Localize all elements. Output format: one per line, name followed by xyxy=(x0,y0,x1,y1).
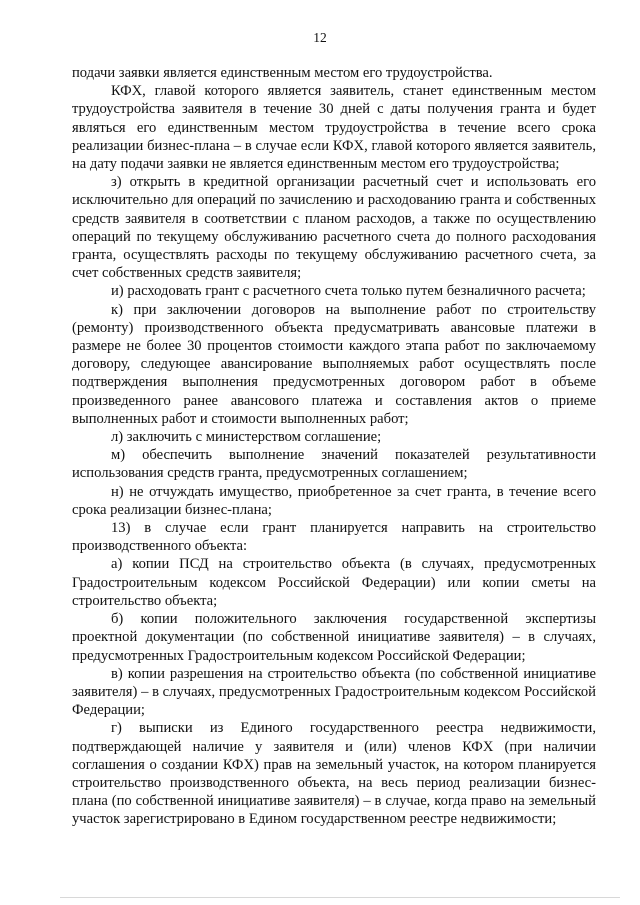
paragraph-sub-g-registry: г) выписки из Единого государственного реестра недвижимости, подтверждающей наличие у заявителя и (или) членов КФХ (при наличии соглашения о создании КФХ) прав на земельный участок, на котором планируется строительство производственного объекта, на весь период реализации бизнес-плана (по собственной инициативе заявителя) – в случае, когда право на земельный участок зарегистрировано в Едином государственном реестре недвижимости; xyxy=(72,720,596,828)
paragraph-item-k-contracts: к) при заключении договоров на выполнение работ по строительству (ремонту) производственного объекта предусматривать авансовые платежи в размере не более 30 процентов стоимости каждого этапа работ по заключаемому договору, следующее авансирование выполняемых работ осуществлять после подтверждения выполнения предусмотренных договором работ в объеме произведенного ранее авансового платежа и составления актов о приеме выполненных работ и стоимости выполненных работ; xyxy=(72,301,596,427)
paragraph-sub-b-expertise: б) копии положительного заключения государственной экспертизы проектной документации (по собственной инициативе заявителя) – в случаях, предусмотренных Градостроительным кодексом Российской Федерации; xyxy=(72,611,596,664)
paragraph-kfh-employment: КФХ, главой которого является заявитель, станет единственным местом трудоустройства заявителя в течение 30 дней с даты получения гранта и будет являться его единственным местом трудоустройства в течение всего срока реализации бизнес-плана – в случае если КФХ, главой которого является заявитель, на дату подачи заявки не является единственным местом его трудоустройства; xyxy=(72,83,596,173)
paragraph-item-l-agreement: л) заключить с министерством соглашение; xyxy=(111,429,382,446)
paragraph-item-i-cashless: и) расходовать грант с расчетного счета только путем безналичного расчета; xyxy=(111,283,586,300)
paragraph-item-n-property: н) не отчуждать имущество, приобретенное за счет гранта, в течение всего срока реализации бизнес-плана; xyxy=(72,483,596,518)
body-text xyxy=(72,64,596,829)
paragraph-continuation: подачи заявки является единственным местом его трудоустройства. xyxy=(72,65,493,81)
paragraph-item-z-bank-account: з) открыть в кредитной организации расчетный счет и использовать его исключительно для операций по зачислению и расходованию гранта и собственных средств заявителя в соответствии с планом расходов, а также по осуществлению операций по текущему обслуживанию расчетного счета до полного расходования гранта, осуществлять расходы по текущему обслуживанию расчетного счета, за счет собственных средств заявителя; xyxy=(72,174,596,282)
paragraph-item-m-indicators: м) обеспечить выполнение значений показателей результативности использования средств гранта, предусмотренных соглашением; xyxy=(72,447,596,482)
paragraph-sub-a-psd: а) копии ПСД на строительство объекта (в случаях, предусмотренных Градостроительным кодексом Российской Федерации) или копии сметы на строительство объекта; xyxy=(72,556,596,609)
paragraph-item-13-construction: 13) в случае если грант планируется направить на строительство производственного объекта: xyxy=(72,520,596,555)
scan-bottom-edge xyxy=(60,897,620,898)
page-number: 12 xyxy=(313,30,327,45)
paragraph-sub-v-permit: в) копии разрешения на строительство объекта (по собственной инициативе заявителя) – в случаях, предусмотренных Градостроительным кодексом Российской Федерации; xyxy=(72,665,596,719)
